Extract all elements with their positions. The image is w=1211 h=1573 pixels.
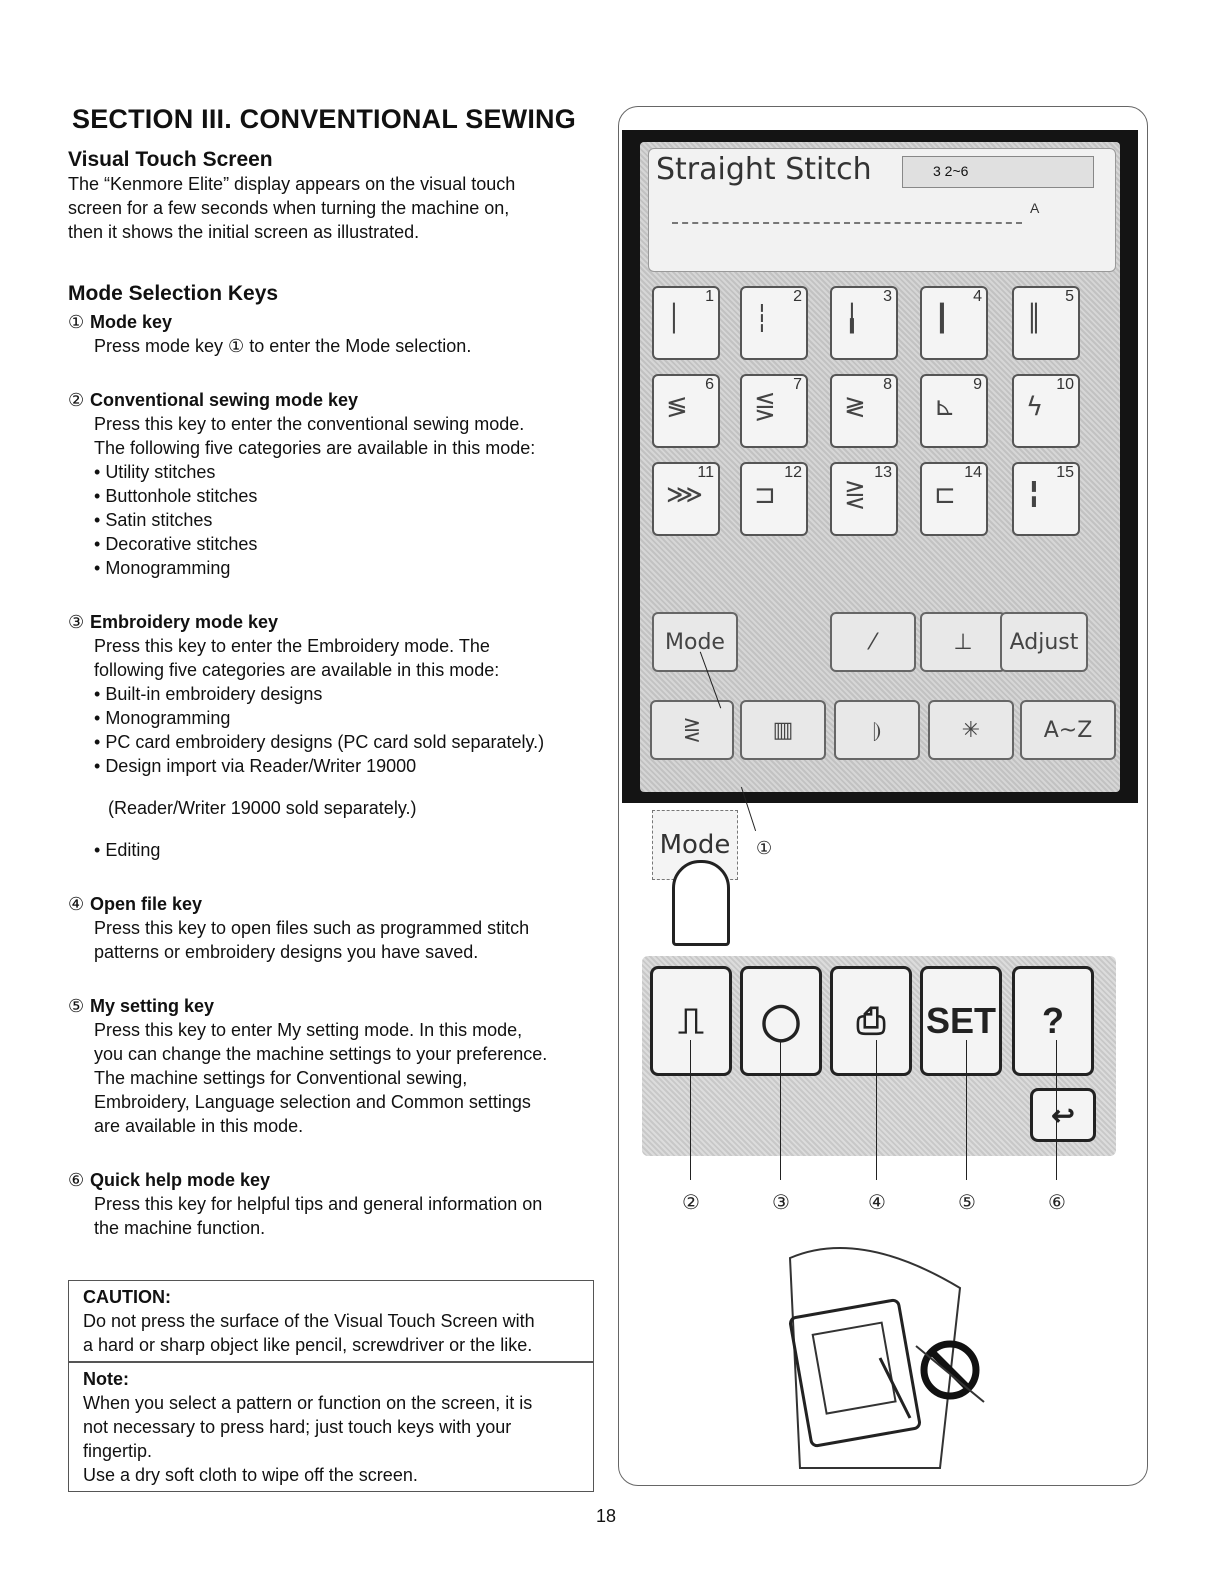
stitch-button-1[interactable] (652, 286, 720, 360)
my-setting-line: Press this key to enter My setting mode. In this mode, (94, 1020, 523, 1040)
callout-number: ⑥ (68, 1170, 85, 1190)
straight-stitch-icon: ┃ (934, 304, 950, 334)
utility-category-tab[interactable] (650, 700, 734, 760)
conventional-line: Press this key to enter the conventional sewing mode. (94, 414, 525, 434)
needle-slash-icon: ⁄ (871, 629, 875, 655)
page-number: 18 (596, 1506, 617, 1526)
note-title: Note: (83, 1369, 129, 1389)
presser-foot-icon (1030, 200, 1039, 216)
return-arrow-icon: ↩ (1051, 1099, 1075, 1131)
my-setting-key-title: My setting key (90, 996, 215, 1016)
stitch-status-bar (902, 156, 1094, 188)
my-setting-line: you can change the machine settings to your preference. (94, 1044, 548, 1064)
stitch-preview-line (672, 222, 1022, 224)
section-title: SECTION III. CONVENTIONAL SEWING (72, 104, 576, 134)
open-file-key-heading (68, 892, 608, 916)
stitch-number: 8 (883, 376, 892, 393)
embroidery-line: following five categories are available in this mode: (94, 660, 500, 680)
prohibited-icon (910, 1330, 990, 1410)
quick-help-key[interactable] (1012, 966, 1094, 1076)
needle-icon: ⊥ (953, 629, 973, 655)
straight-stitch-icon: ╽ (844, 304, 860, 334)
stitch-number: 10 (1056, 376, 1074, 393)
stitch-number: 2 (793, 288, 802, 305)
stitch-number: 9 (973, 376, 982, 393)
monogram-category-tab[interactable] (1020, 700, 1116, 760)
open-file-line: Press this key to open files such as programmed stitch (94, 918, 530, 938)
stitch-button-13[interactable] (830, 462, 898, 536)
embroidery-mode-key[interactable] (740, 966, 822, 1076)
callout-number: ③ (68, 612, 85, 632)
stitch-button-8[interactable] (830, 374, 898, 448)
buttonhole-category-tab[interactable] (740, 700, 826, 760)
stitch-button-2[interactable] (740, 286, 808, 360)
callout-leader (966, 1040, 967, 1180)
callout-leader (876, 1040, 877, 1180)
status-text: 3 2~6 (933, 163, 969, 179)
stitch-button-11[interactable] (652, 462, 720, 536)
visual-touch-heading: Visual Touch Screen (68, 148, 273, 171)
open-file-line: patterns or embroidery designs you have saved. (94, 942, 479, 962)
embroidery-categories (68, 682, 608, 778)
list-item: • Monogramming (94, 706, 608, 730)
tacking-stitch-icon: ╏ (1026, 480, 1042, 510)
stitch-button-10[interactable] (1012, 374, 1080, 448)
quick-help-line: the machine function. (94, 1218, 266, 1238)
needle-position-button[interactable] (920, 612, 1006, 672)
note-line: not necessary to press hard; just touch keys with your (83, 1417, 512, 1437)
mode-button-label: Mode (665, 629, 725, 655)
adjust-button-label: Adjust (1009, 629, 1079, 655)
zigzag-stitch-icon: ≶ (666, 392, 688, 422)
embroidery-key-title: Embroidery mode key (90, 612, 279, 632)
callout-number: ② (68, 390, 85, 410)
stitch-button-9[interactable] (920, 374, 988, 448)
note-line: fingertip. (83, 1441, 153, 1461)
stitch-number: 14 (964, 464, 982, 481)
stitch-number: 15 (1056, 464, 1074, 481)
list-item: • PC card embroidery designs (PC card sold separately.) (94, 730, 608, 754)
conventional-categories (68, 460, 608, 580)
open-file-key-title: Open file key (90, 894, 203, 914)
stitch-button-5[interactable] (1012, 286, 1080, 360)
conventional-key-title: Conventional sewing mode key (90, 390, 359, 410)
callout-3: ③ (772, 1192, 790, 1214)
finger-icon (672, 860, 730, 946)
mode-selection-heading: Mode Selection Keys (68, 282, 279, 305)
satin-stitch-icon: ⦈ (872, 717, 882, 743)
mode-key-text: Press mode key ① to enter the Mode selection. (94, 336, 472, 356)
stitch-button-15[interactable] (1012, 462, 1080, 536)
caution-title: CAUTION: (83, 1287, 171, 1307)
visual-touch-line: screen for a few seconds when turning the machine on, (68, 198, 510, 218)
satin-category-tab[interactable] (834, 700, 920, 760)
list-item: • Satin stitches (94, 508, 608, 532)
help-label: ? (1042, 1000, 1064, 1041)
conventional-key-heading (68, 388, 608, 412)
overcast-stitch-icon: ⊏ (934, 480, 956, 510)
list-item: • Utility stitches (94, 460, 608, 484)
monogram-label: A~Z (1043, 717, 1093, 743)
list-item: • Decorative stitches (94, 532, 608, 556)
mode-selection-section (68, 282, 608, 1240)
my-setting-line: Embroidery, Language selection and Common settings (94, 1092, 531, 1112)
my-setting-key-heading (68, 994, 608, 1018)
stitch-number: 7 (793, 376, 802, 393)
open-file-icon: ⎙ (856, 999, 886, 1041)
callout-6: ⑥ (1048, 1192, 1066, 1214)
stitch-button-6[interactable] (652, 374, 720, 448)
zigzag-stitch-icon: ≷ (844, 392, 866, 422)
stitch-number: 3 (883, 288, 892, 305)
embroidery-machine-icon: ◯ (760, 1000, 802, 1041)
note-line: When you select a pattern or function on the screen, it is (83, 1393, 533, 1413)
visual-touch-line: The “Kenmore Elite” display appears on the visual touch (68, 174, 516, 194)
callout-leader (690, 1040, 691, 1180)
note-box (68, 1362, 594, 1492)
stitch-number: 12 (784, 464, 802, 481)
lightning-stitch-icon: ϟ (1026, 392, 1044, 422)
decorative-stitch-icon: ✳ (961, 717, 981, 743)
conventional-sewing-mode-key[interactable] (650, 966, 732, 1076)
buttonhole-icon: ▥ (772, 717, 794, 743)
callout-leader (1056, 1040, 1057, 1180)
my-setting-line: The machine settings for Conventional sewing, (94, 1068, 468, 1088)
visual-touch-section (68, 148, 598, 244)
embroidery-key-heading (68, 610, 608, 634)
list-item: • Design import via Reader/Writer 19000 (94, 754, 608, 778)
stitch-button-7[interactable] (740, 374, 808, 448)
mode-button[interactable] (652, 612, 738, 672)
stitch-button-14[interactable] (920, 462, 988, 536)
quick-help-key-heading (68, 1168, 608, 1192)
needle-up-down-button[interactable] (830, 612, 916, 672)
straight-stitch-icon: │ (666, 304, 682, 334)
list-item: • Editing (94, 838, 608, 862)
triple-stitch-icon: ║ (1026, 304, 1042, 334)
mode-key-closeup-label: Mode (659, 830, 731, 860)
embroidery-categories-end (68, 838, 608, 862)
overcast-stitch-icon: ⋙ (666, 480, 703, 510)
sewing-machine-icon: ⎍ (678, 999, 704, 1041)
callout-5: ⑤ (958, 1192, 976, 1214)
stitch-number: 13 (874, 464, 892, 481)
adjust-button[interactable] (1000, 612, 1088, 672)
callout-number: ④ (68, 894, 85, 914)
stitch-button-12[interactable] (740, 462, 808, 536)
zigzag-stitch-icon: ⋚ (754, 392, 776, 422)
callout-leader (780, 1040, 781, 1180)
overlock-stitch-icon: ⋛ (844, 480, 866, 510)
caution-box (68, 1280, 594, 1362)
stitch-button-4[interactable] (920, 286, 988, 360)
blind-stitch-icon: ⊾ (934, 392, 956, 422)
list-item: • Monogramming (94, 556, 608, 580)
stitch-number: 4 (973, 288, 982, 305)
callout-number: ⑤ (68, 996, 85, 1016)
visual-touch-line: then it shows the initial screen as illustrated. (68, 222, 420, 242)
mode-key-title: Mode key (90, 312, 173, 332)
overcast-stitch-icon: ⊐ (754, 480, 776, 510)
quick-help-key-title: Quick help mode key (90, 1170, 271, 1190)
decorative-category-tab[interactable] (928, 700, 1014, 760)
caution-line: Do not press the surface of the Visual Touch Screen with (83, 1311, 535, 1331)
note-line: Use a dry soft cloth to wipe off the screen. (83, 1465, 418, 1485)
stitch-number: 11 (697, 464, 714, 481)
quick-help-line: Press this key for helpful tips and general information on (94, 1194, 543, 1214)
callout-4: ④ (868, 1192, 886, 1214)
stitch-number: 1 (705, 288, 714, 305)
my-setting-line: are available in this mode. (94, 1116, 304, 1136)
stitch-name: Straight Stitch (656, 152, 872, 187)
straight-stitch-icon: ┆ (754, 304, 770, 334)
mode-key-heading (68, 310, 608, 334)
stitch-number: 6 (705, 376, 714, 393)
set-label: SET (925, 1000, 996, 1041)
stitch-number: 5 (1065, 288, 1074, 305)
list-item: • Buttonhole stitches (94, 484, 608, 508)
presser-foot-label: A (1030, 200, 1040, 216)
callout-number: ① (68, 312, 85, 332)
open-file-key[interactable] (830, 966, 912, 1076)
return-key[interactable] (1030, 1088, 1096, 1142)
stitch-button-3[interactable] (830, 286, 898, 360)
my-setting-key[interactable] (920, 966, 1002, 1076)
callout-1: ① (756, 838, 773, 858)
utility-stitch-icon: ⋛ (682, 717, 702, 743)
caution-line: a hard or sharp object like pencil, screwdriver or the like. (83, 1335, 533, 1355)
conventional-line: The following five categories are available in this mode: (94, 438, 536, 458)
reader-writer-note: (Reader/Writer 19000 sold separately.) (108, 798, 417, 818)
callout-2: ② (682, 1192, 700, 1214)
list-item: • Built-in embroidery designs (94, 682, 608, 706)
embroidery-line: Press this key to enter the Embroidery mode. The (94, 636, 490, 656)
